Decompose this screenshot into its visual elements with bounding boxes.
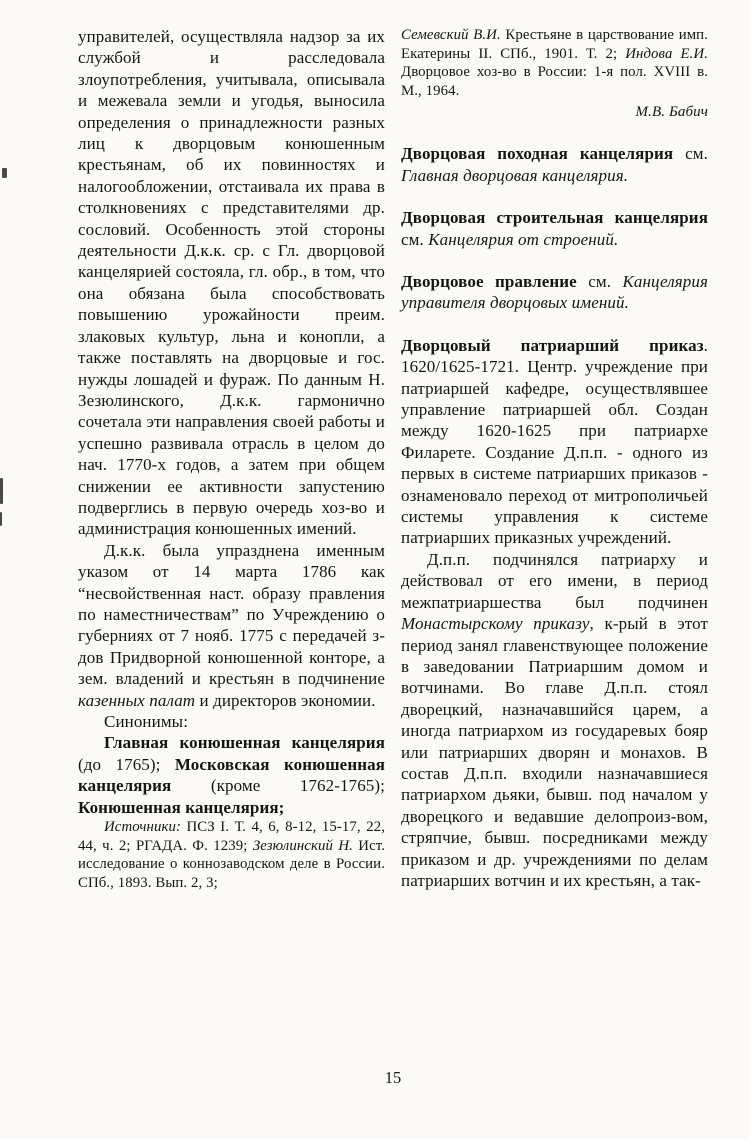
text-segment: Ист. исследование о коннозаводском деле в России. СПб., 1893. Вып. 2, 3; [78, 837, 386, 891]
scan-artifact [2, 168, 7, 178]
synonyms-heading [78, 711, 385, 732]
text-segment: Д.п.п. подчинялся патриарху и действовал от его имени, в период межпатриаршества был подчинен [401, 549, 708, 612]
text-segment: Дворцовая строительная канцелярия [401, 208, 708, 228]
text-segment: Канцелярия управителя дворцовых имений. [401, 272, 708, 313]
author-byline: М.В. Бабич [635, 104, 708, 121]
text-segment: Конюшенная канцелярия; [78, 797, 285, 817]
text-segment: Московская конюшенная канцелярия [78, 754, 386, 796]
sources-continuation [401, 26, 708, 100]
text-segment: Источники: [104, 819, 182, 836]
entry-dvortsovaya-stroitelnaya [401, 207, 708, 250]
text-segment: казенных палат [78, 690, 196, 710]
text-segment: Синонимы: [104, 712, 189, 731]
text-segment: Дворцовое правление [401, 272, 577, 291]
entry-dvortsovoe-pravlenie [401, 271, 708, 314]
sources-paragraph [78, 818, 385, 892]
text-segment: Монастырскому приказу [401, 614, 590, 634]
scan-artifact [0, 478, 3, 504]
text-segment: Зезюлинский Н. [252, 837, 353, 854]
text-segment: (до 1765); [78, 754, 175, 774]
entry-continuation-paragraph [401, 549, 708, 892]
text-segment: Дворцовый патриарший приказ [401, 335, 704, 355]
text-segment: Канцелярия от строений. [428, 229, 619, 249]
text-segment: . 1620/1625-1721. Центр. учреждение при патриаршей кафедре, осуществлявшее управление патриаршей обл. Создан между 1620-1625 при патриархе Филарете. Создание Д.п.п. - одного из первых в системе патриарших приказов - ознаменовало переход от митрополичьей системы управления к системе патриарших приказных учреждений. [401, 335, 708, 548]
right-column [401, 26, 708, 892]
text-segment: см. [673, 144, 708, 164]
text-segment: Дворцовая походная канцелярия [401, 144, 674, 164]
text-segment: Крестьяне в царствование имп. Екатерины II. СПб., 1901. Т. 2; [401, 27, 708, 62]
text-block [78, 26, 708, 892]
text-segment: , к-рый в этот период занял главенствующее положение в заведовании Патриаршим домом и вотчинами. Во главе Д.п.п. стоял дворецкий, назначавшийся царем, а иногда патриархом из государевых бояр или патриарших дворян и монахов. В состав Д.п.п. входили назначавшиеся патриархом дьяки, бывш. под началом у дворецкого и ведавшие делопроиз-вом, стряпчие, бывш. посредниками между приказом и др. учреждениями по делам патриарших вотчин и их крестьян, а так- [401, 614, 708, 890]
text-segment: Главная конюшенная канцелярия [104, 733, 385, 753]
text-segment: Д.к.к. была упразднена именным указом от 14 марта 1786 как “несвойственная наст. образу правления по наместничествам” по Учреждению о губерниях от 7 нояб. 1775 с передачей з-дов Придворной конюшенной конторе, а зем. владений и крестьян в подчинение [78, 540, 385, 689]
text-segment: см. [401, 229, 429, 249]
text-segment: Главная дворцовая канцелярия. [401, 165, 629, 185]
entry-dvortsovaya-pokhodnaya [401, 143, 708, 186]
text-segment: см. [576, 272, 623, 291]
synonyms-list [78, 732, 385, 818]
text-segment: Дворцовое хоз-во в России: 1-я пол. XVIII в. М., 1964. [401, 64, 708, 99]
text-segment: Семевский В.И. [401, 27, 501, 43]
entry-dvortsovy-patriarshy-prikaz [401, 335, 708, 549]
page-number: 15 [384, 1068, 402, 1087]
text-segment: Индова Е.И. [625, 45, 708, 62]
text-segment: (кроме 1762-1765); [171, 776, 385, 796]
scan-artifact [0, 512, 2, 526]
left-column [78, 26, 385, 892]
text-segment: и директоров экономии. [195, 690, 376, 710]
paragraph-abolition [78, 540, 385, 711]
text-segment: ПСЗ I. Т. 4, 6, 8-12, 15-17, 22, 44, ч. 2; РГАДА. Ф. 1239; [78, 819, 385, 854]
continued-paragraph [78, 26, 385, 540]
text-segment: управителей, осуществляла надзор за их службой и расследовала злоупотребления, учитывала, описывала и межевала земли и угодья, выносила определения о принадлежности разных лиц к дворцовым конюшенным крестьянам, об их повинностях и налогообложении, отстаивала их права в столкновениях с представителями др. сословий. Особенность этой стороны деятельности Д.к.к. ср. с Гл. дворцовой канцелярией состояла, гл. обр., в том, что она обязана была способствовать повышению урожайности преим. злаковых культур, льна и конопли, а также поставлять на дворцовые и гос. нужды лошадей и фураж. По данным Н. Зезюлинского, Д.к.к. гармонично сочетала эти направления своей работы и успешно развивала отрасль в целом до нач. 1770-х годов, а затем при общем снижении ее активности запустению подверглись в первую очередь хоз-во и администрация конюшенных имений. [78, 27, 385, 539]
